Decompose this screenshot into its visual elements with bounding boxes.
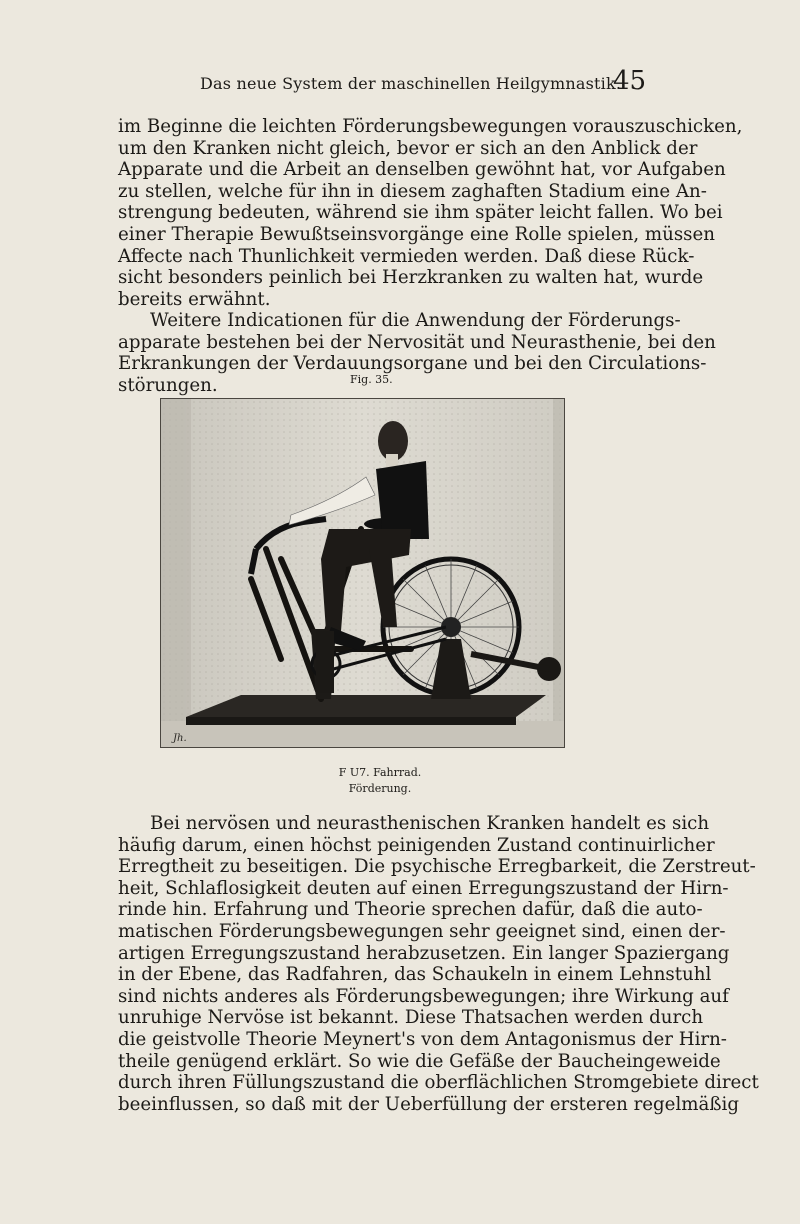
text-line: sicht besonders peinlich bei Herzkranken zu walten hat, wurde <box>118 267 704 289</box>
text-line: störungen. <box>118 374 218 396</box>
caption-line-2: Förderung. <box>348 782 412 795</box>
text-line: rinde hin. Erfahrung und Theorie sprechen dafür, daß die auto- <box>118 899 703 921</box>
artist-signature: Jh. <box>173 733 187 744</box>
text-line: die geistvolle Theorie Meynert's von dem Antagonismus der Hirn- <box>118 1028 727 1050</box>
text-line: sind nichts anderes als Förderungsbewegungen; ihre Wirkung auf <box>118 985 729 1007</box>
figure-caption <box>300 765 460 797</box>
text-line: matischen Förderungsbewegungen sehr geeignet sind, einen der- <box>118 920 726 942</box>
caption-line-1: F U7. Fahrrad. <box>338 766 422 779</box>
text-line: Weitere Indicationen für die Anwendung der Förderungs- <box>150 310 681 331</box>
text-line: zu stellen, welche für ihn in diesem zaghaften Stadium eine An- <box>118 180 707 202</box>
running-head <box>200 66 647 102</box>
paragraph-3 <box>118 813 759 1115</box>
text-line: Bei nervösen und neurasthenischen Kranken handelt es sich <box>150 813 710 834</box>
bicycle-apparatus-illustration <box>161 399 565 748</box>
text-line: Apparate und die Arbeit an denselben gewöhnt hat, vor Aufgaben <box>118 159 726 181</box>
text-line: Affecte nach Thunlichkeit vermieden werden. Daß diese Rück- <box>118 245 695 267</box>
text-line: häufig darum, einen höchst peinigenden Zustand continuirlicher <box>118 834 715 856</box>
text-line: Erregtheit zu beseitigen. Die psychische Erregbarkeit, die Zerstreut- <box>118 856 756 878</box>
text-line: in der Ebene, das Radfahren, das Schaukeln in einem Lehnstuhl <box>118 964 712 986</box>
text-line: theile genügend erklärt. So wie die Gefäße der Baucheingeweide <box>118 1050 721 1072</box>
text-line: beeinflussen, so daß mit der Ueberfüllung der ersteren regelmäßig <box>118 1093 739 1115</box>
figure-photo <box>160 398 565 748</box>
running-title: Das neue System der maschinellen Heilgymnastik. <box>200 74 622 93</box>
figure-label: Fig. 35. <box>350 373 393 386</box>
text-line: Erkrankungen der Verdauungsorgane und bei den Circulations- <box>118 353 707 375</box>
text-line: apparate bestehen bei der Nervosität und Neurasthenie, bei den <box>118 331 716 353</box>
text-line: um den Kranken nicht gleich, bevor er sich an den Anblick der <box>118 137 698 159</box>
text-line: unruhige Nervöse ist bekannt. Diese Thatsachen werden durch <box>118 1007 704 1029</box>
text-line: bereits erwähnt. <box>118 288 271 310</box>
text-line: einer Therapie Bewußtseinsvorgänge eine Rolle spielen, müssen <box>118 223 715 245</box>
text-line: durch ihren Füllungszustand die oberflächlichen Stromgebiete direct <box>118 1072 759 1094</box>
page-number: 45 <box>613 66 647 96</box>
text-line: strengung bedeuten, während sie ihm später leicht fallen. Wo bei <box>118 202 723 224</box>
text-line: heit, Schlaflosigkeit deuten auf einen Erregungszustand der Hirn- <box>118 877 729 899</box>
text-line: im Beginne die leichten Förderungsbewegungen vorauszuschicken, <box>118 116 743 137</box>
text-line: artigen Erregungszustand herabzusetzen. Ein langer Spaziergang <box>118 942 730 964</box>
paragraph-1 <box>118 116 743 310</box>
